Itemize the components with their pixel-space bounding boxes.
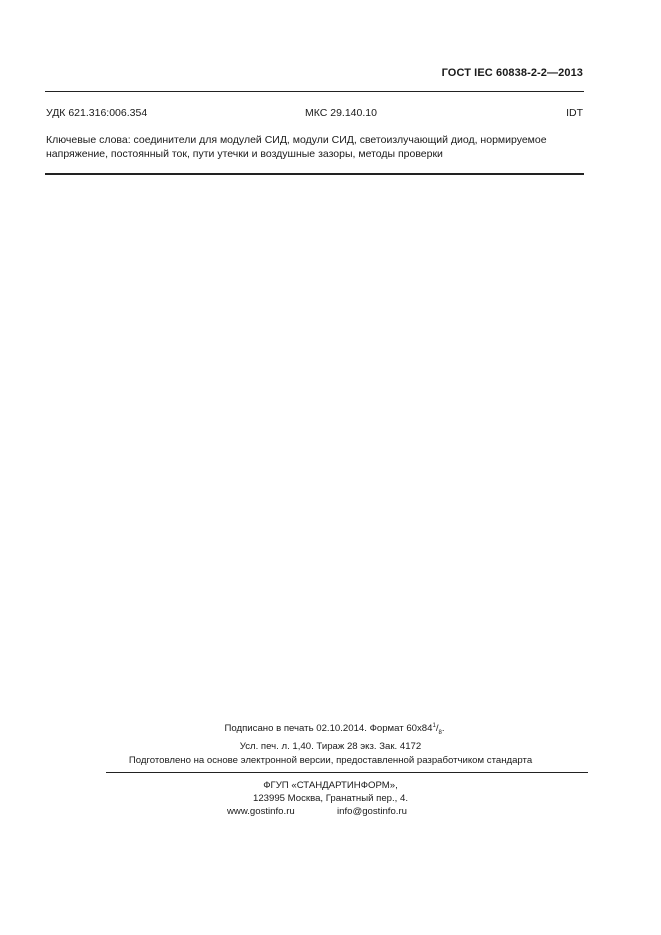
imprint-divider <box>106 772 588 773</box>
format-superscript: 1 <box>432 723 436 729</box>
keywords-paragraph: Ключевые слова: соединители для модулей СИД, модули СИД, светоизлучающий диод, нормируемое напряжение, постоянный ток, пути утечки и воздушные зазоры, методы проверки <box>46 134 547 160</box>
classification-row <box>46 107 583 119</box>
print-details: Усл. печ. л. 1,40. Тираж 28 экз. Зак. 4172 <box>239 741 422 752</box>
keywords-divider <box>45 173 584 175</box>
format-subscript: 8 <box>438 730 442 737</box>
udk-code: УДК 621.316:006.354 <box>46 107 148 119</box>
prepared-note: Подготовлено на основе электронной версии, предоставленной разработчиком стандарта <box>128 755 533 766</box>
equivalence-degree: IDT <box>566 107 583 119</box>
mks-code: МКС 29.140.10 <box>305 107 377 119</box>
signed-to-print-line <box>4 723 661 736</box>
publisher-name: ФГУП «СТАНДАРТИНФОРМ», <box>263 780 398 791</box>
signed-text: Подписано в печать 02.10.2014. Формат 60x84 <box>224 723 433 735</box>
publisher-address: 123995 Москва, Гранатный пер., 4. <box>253 793 408 804</box>
format-separator: / <box>435 723 439 735</box>
website-link[interactable]: www.gostinfo.ru <box>227 806 295 817</box>
header-divider <box>45 91 584 92</box>
document-number: ГОСТ IEC 60838-2-2—2013 <box>441 67 583 79</box>
email-link[interactable]: info@gostinfo.ru <box>337 806 408 817</box>
format-end: . <box>441 723 445 735</box>
